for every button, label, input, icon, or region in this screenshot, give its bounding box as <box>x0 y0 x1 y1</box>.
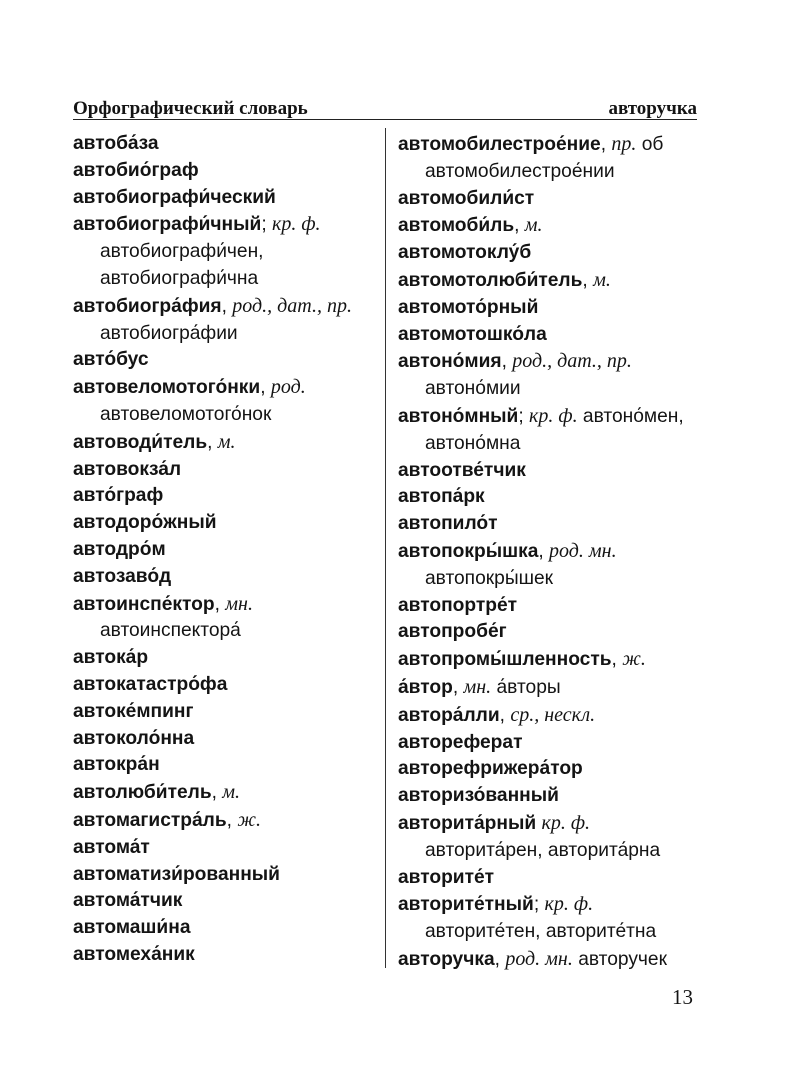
entry-headword: автопортре́т <box>398 594 518 616</box>
entry-headword: автоотве́тчик <box>398 459 526 481</box>
dictionary-entry <box>398 131 698 186</box>
dictionary-entry <box>73 942 373 969</box>
entry-headword: авторефрижера́тор <box>398 758 583 780</box>
dictionary-entry <box>398 212 698 240</box>
entry-headword: автома́тчик <box>73 890 183 912</box>
grammar-label: кр. ф. <box>544 893 594 916</box>
entry-text: автоно́мен, автоно́мна <box>425 405 684 454</box>
entry-headword: автопромы́шленность <box>398 649 612 671</box>
dictionary-entry <box>73 131 373 158</box>
entry-headword: автоке́мпинг <box>73 700 194 722</box>
entry-headword: автомобили́ст <box>398 187 535 209</box>
entry-text: , <box>260 377 271 399</box>
entry-headword: автомобилестрое́ние <box>398 134 601 155</box>
entry-headword: автомоби́ль <box>398 215 515 237</box>
grammar-label: м. <box>524 214 543 237</box>
dictionary-entry <box>398 593 698 620</box>
entry-text: , <box>499 704 511 726</box>
entry-headword: автора́лли <box>398 704 500 726</box>
dictionary-entry <box>398 186 698 213</box>
dictionary-entry <box>73 429 373 457</box>
entry-headword: авторита́рный <box>398 812 537 834</box>
entry-headword: автоинспе́ктор <box>73 593 215 615</box>
entry-headword: автозаво́д <box>73 565 172 587</box>
entry-headword: автомотошко́ла <box>398 323 547 345</box>
entry-text: а́вторы <box>491 676 561 698</box>
grammar-label: пр. <box>611 133 637 155</box>
grammar-label: ж. <box>237 808 261 831</box>
entry-headword: автомагистра́ль <box>73 809 227 831</box>
grammar-label: м. <box>222 781 241 804</box>
entry-text: , <box>611 649 623 671</box>
dictionary-entry <box>73 807 373 835</box>
grammar-label: кр. ф. <box>541 811 591 834</box>
dictionary-entry <box>398 458 698 485</box>
header-rule <box>73 119 697 120</box>
entry-text: , <box>226 809 238 831</box>
entry-headword: автоводи́тель <box>73 431 208 453</box>
entry-text: авторучек <box>572 948 667 970</box>
grammar-label: мн. <box>463 675 492 698</box>
entry-headword: автобиографи́чный <box>73 214 262 236</box>
entry-headword: автомото́рный <box>398 296 539 318</box>
entry-headword: авторучка <box>398 948 495 970</box>
dictionary-entry <box>73 699 373 726</box>
entry-headword: авто́граф <box>73 485 164 507</box>
grammar-label: род., дат., пр. <box>232 294 352 317</box>
entry-headword: автобиографи́ческий <box>73 186 276 208</box>
entry-headword: автоба́за <box>73 133 159 154</box>
entry-text: автовеломотого́нок <box>100 403 272 425</box>
dictionary-entry <box>73 457 373 484</box>
entry-headword: автовокза́л <box>73 458 182 480</box>
dictionary-entry <box>398 511 698 538</box>
dictionary-entry <box>73 862 373 889</box>
dictionary-entry <box>73 645 373 672</box>
entry-headword: авторизо́ванный <box>398 785 559 807</box>
entry-headword: автома́т <box>73 836 150 858</box>
entry-text: автопокры́шек <box>425 567 554 589</box>
entry-text: , <box>494 948 506 970</box>
grammar-label: род. <box>270 376 306 399</box>
dictionary-entry <box>398 702 698 730</box>
grammar-label: род., дат., пр. <box>512 350 632 373</box>
grammar-label: ср., нескл. <box>510 703 596 726</box>
header-guide-word: авторучка <box>608 98 697 119</box>
entry-headword: автодоро́жный <box>73 512 217 534</box>
entry-headword: автоно́мный <box>398 405 519 427</box>
dictionary-entry <box>398 756 698 783</box>
entry-text: об автомобилестрое́нии <box>425 134 664 182</box>
entry-text: автоинспектора́ <box>100 620 241 642</box>
dictionary-entry <box>73 347 373 374</box>
entry-headword: авторите́тный <box>398 894 534 916</box>
entry-headword: автомотоклу́б <box>398 242 532 264</box>
entry-headword: автока́р <box>73 647 149 669</box>
dictionary-entry <box>398 403 698 458</box>
running-header <box>73 90 697 120</box>
column-divider <box>385 128 386 968</box>
dictionary-entry <box>398 322 698 349</box>
dictionary-entry <box>398 538 698 593</box>
dictionary-entry <box>73 672 373 699</box>
grammar-label: род. мн. <box>505 947 573 970</box>
dictionary-entry <box>398 267 698 295</box>
entry-headword: автоматизи́рованный <box>73 863 280 885</box>
entry-text: ; <box>533 894 545 916</box>
entry-text: , <box>538 540 550 562</box>
dictionary-entry <box>73 835 373 862</box>
entry-headword: автореферат <box>398 731 523 753</box>
dictionary-entry <box>73 537 373 564</box>
dictionary-entry <box>398 240 698 267</box>
entry-headword: автовеломотого́нки <box>73 377 261 399</box>
entry-text: ; <box>261 214 272 236</box>
dictionary-entry <box>398 619 698 646</box>
entry-text: , <box>221 295 233 317</box>
entry-headword: автобиогра́фия <box>73 295 222 317</box>
entry-headword: автопа́рк <box>398 486 485 508</box>
entry-text: автобиогра́фии <box>100 322 238 344</box>
dictionary-entry <box>73 293 373 348</box>
grammar-label: м. <box>217 430 236 453</box>
entry-text: , <box>600 134 612 155</box>
grammar-label: род. мн. <box>549 539 617 562</box>
entry-headword: автокатастро́фа <box>73 673 228 695</box>
entry-text: автоно́мии <box>425 378 521 400</box>
entry-headword: автопробе́г <box>398 621 507 643</box>
entry-headword: автопокры́шка <box>398 540 539 562</box>
dictionary-entry <box>73 779 373 807</box>
dictionary-entry <box>398 674 698 702</box>
left-column <box>73 131 373 969</box>
dictionary-entry <box>398 865 698 892</box>
entry-headword: автоколо́нна <box>73 727 195 749</box>
grammar-label: ж. <box>622 648 646 671</box>
dictionary-entry <box>398 730 698 757</box>
dictionary-entry <box>73 888 373 915</box>
entry-text: , <box>514 215 525 237</box>
entry-headword: автомотолюби́тель <box>398 269 583 291</box>
dictionary-entry <box>73 591 373 646</box>
entry-headword: автолюби́тель <box>73 782 212 804</box>
entry-headword: автобио́граф <box>73 159 199 181</box>
entry-text: авторите́тен, авторите́тна <box>425 921 657 943</box>
entry-text: , <box>211 782 223 804</box>
grammar-label: мн. <box>225 592 253 615</box>
entry-text: , <box>214 593 226 615</box>
dictionary-entry <box>398 484 698 511</box>
dictionary-entry <box>398 295 698 322</box>
entry-headword: автокра́н <box>73 754 160 776</box>
page-number: 13 <box>672 985 693 1009</box>
grammar-label: кр. ф. <box>529 404 578 427</box>
dictionary-entry <box>73 564 373 591</box>
entry-text: автобиографи́чен, автобиографи́чна <box>100 241 264 289</box>
entry-text: , <box>452 676 464 698</box>
grammar-label: м. <box>593 268 611 291</box>
entry-headword: автомаши́на <box>73 917 191 939</box>
entry-headword: а́втор <box>398 676 453 698</box>
entry-headword: авто́бус <box>73 349 149 371</box>
entry-headword: автомеха́ник <box>73 943 195 965</box>
right-column <box>398 131 698 974</box>
entry-text: ; <box>518 405 530 427</box>
dictionary-entry <box>73 752 373 779</box>
entry-headword: автопило́т <box>398 513 498 535</box>
entry-text: , <box>582 269 594 291</box>
dictionary-entry <box>73 510 373 537</box>
dictionary-entry <box>398 810 698 865</box>
dictionary-entry <box>73 158 373 185</box>
entry-text: , <box>501 351 513 373</box>
dictionary-entry <box>73 211 373 292</box>
entry-headword: авторите́т <box>398 866 495 888</box>
dictionary-entry <box>73 185 373 212</box>
dictionary-entry <box>398 783 698 810</box>
dictionary-entry <box>73 915 373 942</box>
dictionary-entry <box>73 483 373 510</box>
dictionary-entry <box>398 891 698 946</box>
grammar-label: кр. ф. <box>272 213 321 236</box>
entry-text: , <box>207 431 218 453</box>
dictionary-entry <box>398 946 698 974</box>
header-title: Орфографический словарь <box>73 98 308 119</box>
dictionary-entry <box>398 646 698 674</box>
entry-headword: автоно́мия <box>398 351 502 373</box>
entry-text: авторита́рен, авторита́рна <box>425 839 661 861</box>
dictionary-entry <box>73 726 373 753</box>
dictionary-entry <box>73 374 373 429</box>
dictionary-entry <box>398 348 698 403</box>
entry-headword: автодро́м <box>73 538 166 560</box>
